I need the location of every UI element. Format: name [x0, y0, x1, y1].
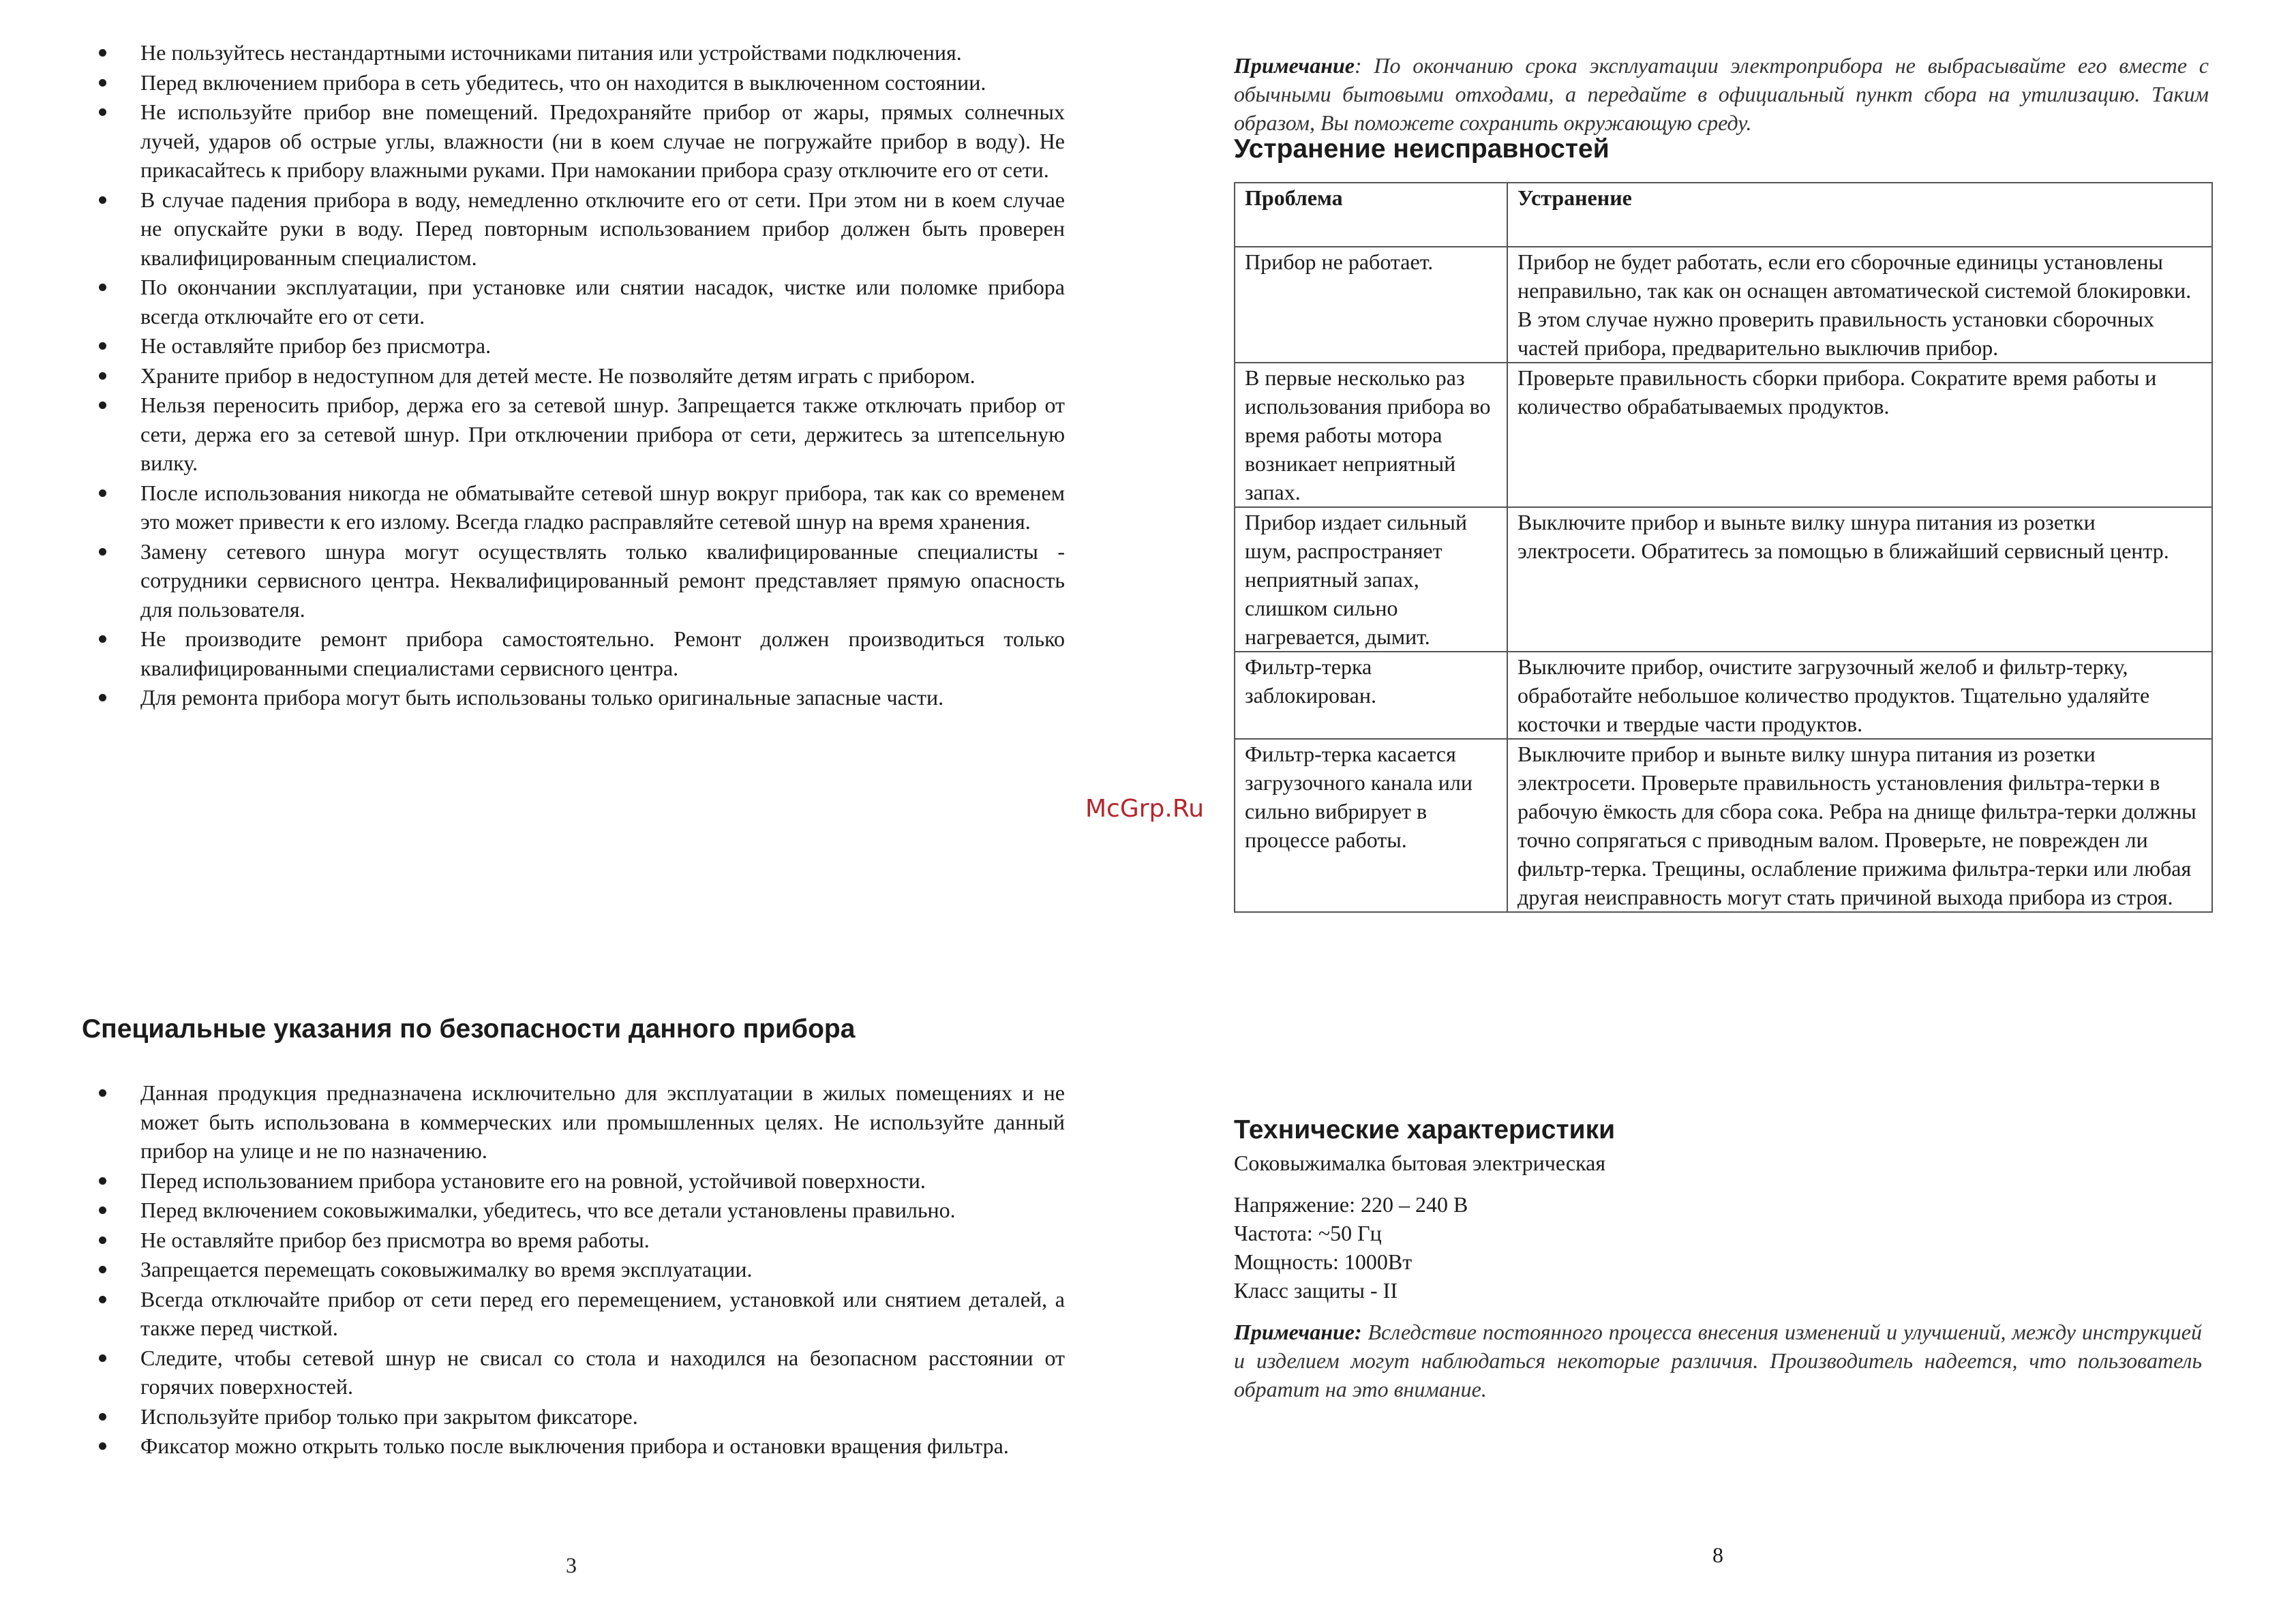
tech-specs-heading: Технические характеристики [1234, 1115, 1616, 1144]
problem-cell: В первые несколько раз использования прибора во время работы мотора возникает неприятный запах. [1235, 363, 1507, 507]
table-row [1235, 507, 2212, 652]
list-item: Следите, чтобы сетевой шнур не свисал со стола и находился на безопасном расстоянии от горячих поверхностей. [83, 1344, 1065, 1401]
troubleshooting-heading: Устранение неисправностей [1234, 134, 1610, 164]
spec-protection-class: Класс защиты - II [1234, 1278, 1398, 1303]
list-item: Не используйте прибор вне помещений. Предохраняйте прибор от жары, прямых солнечных лучей, ударов об острые углы, влажности (ни в коем случае не погружайте прибор в воду). Не прикасайтесь к прибору влажными руками. При намокании прибора сразу отключите его от сети. [83, 97, 1065, 185]
note-text: : По окончанию срока эксплуатации электроприбора не выбрасывайте его вместе с обычными бытовыми отходами, а передайте в официальный пункт сбора на утилизацию. Таким образом, Вы поможете сохранить окружающую среду. [1234, 53, 2209, 135]
list-item: Запрещается перемещать соковыжималку во время эксплуатации. [83, 1255, 1065, 1284]
table-row [1235, 739, 2212, 912]
spec-frequency: Частота: ~50 Гц [1234, 1221, 1382, 1245]
list-item: Не пользуйтесь нестандартными источниками питания или устройствами подключения. [83, 38, 1065, 67]
solution-cell: Проверьте правильность сборки прибора. Сократите время работы и количество обрабатываемых продуктов. [1507, 363, 2212, 507]
list-item: Перед включением соковыжималки, убедитесь, что все детали установлены правильно. [83, 1196, 1065, 1225]
list-item: Фиксатор можно открыть только после выключения прибора и остановки вращения фильтра. [83, 1431, 1065, 1461]
solution-cell: Выключите прибор и выньте вилку шнура питания из розетки электросети. Проверьте правильность установления фильтра-терки в рабочую ёмкость для сбора сока. Ребра на днище фильтра-терки должны точно сопрягаться с приводным валом. Проверьте, не поврежден ли фильтр-терка. Трещины, ослабление прижима фильтра-терки или любая другая неисправность могут стать причиной выхода прибора из строя. [1507, 739, 2212, 912]
table-row [1235, 652, 2212, 739]
list-item: После использования никогда не обматывайте сетевой шнур вокруг прибора, так как со временем это может привести к его излому. Всегда гладко расправляйте сетевой шнур на время хранения. [83, 479, 1065, 536]
list-item: Перед включением прибора в сеть убедитесь, что он находится в выключенном состоянии. [83, 68, 1065, 97]
spec-voltage: Напряжение: 220 – 240 В [1234, 1192, 1468, 1217]
tech-specs-subtitle: Соковыжималка бытовая электрическая [1234, 1151, 1606, 1175]
list-item: Данная продукция предназначена исключительно для эксплуатации в жилых помещениях и не может быть использована в коммерческих или промышленных целях. Не используйте данный прибор на улице и не по назначению. [83, 1078, 1065, 1166]
problem-cell: Прибор издает сильный шум, распространяет неприятный запах, слишком сильно нагревается, дымит. [1235, 507, 1507, 652]
solution-cell: Выключите прибор, очистите загрузочный желоб и фильтр-терку, обработайте небольшое количество продуктов. Тщательно удаляйте косточки и твердые части продуктов. [1507, 652, 2212, 739]
safety-list [83, 38, 1065, 713]
troubleshooting-table [1234, 182, 2213, 913]
page-left [0, 0, 1132, 1623]
list-item: По окончании эксплуатации, при установке или снятии насадок, чистке или поломке прибора всегда отключайте его от сети. [83, 273, 1065, 331]
spec-power: Мощность: 1000Вт [1234, 1249, 1413, 1274]
changes-note [1234, 1318, 2202, 1404]
list-item: Используйте прибор только при закрытом фиксаторе. [83, 1402, 1065, 1431]
list-item: Не оставляйте прибор без присмотра. [83, 331, 1065, 361]
watermark-link[interactable]: McGrp.Ru [1085, 795, 1205, 823]
note-label: Примечание [1234, 53, 1355, 78]
solution-cell: Прибор не будет работать, если его сборочные единицы установлены неправильно, так как он оснащен автоматической системой блокировки. В этом случае нужно проверить правильность установки сборочных частей прибора, предварительно выключив прибор. [1507, 247, 2212, 363]
column-header-problem: Проблема [1235, 183, 1507, 247]
problem-cell: Фильтр-терка касается загрузочного канала или сильно вибрирует в процессе работы. [1235, 739, 1507, 912]
problem-cell: Фильтр-терка заблокирован. [1235, 652, 1507, 739]
list-item: Не оставляйте прибор без присмотра во время работы. [83, 1226, 1065, 1255]
list-item: Всегда отключайте прибор от сети перед его перемещением, установкой или снятием деталей, а также перед чисткой. [83, 1285, 1065, 1343]
table-header-row [1235, 183, 2212, 247]
note-text: Вследствие постоянного процесса внесения изменений и улучшений, между инструкцией и изделием могут наблюдаться некоторые различия. Производитель надеется, что пользователь обратит на это внимание. [1234, 1320, 2202, 1401]
tech-specs-list [1234, 1190, 1468, 1305]
list-item: Храните прибор в недоступном для детей месте. Не позволяйте детям играть с прибором. [83, 361, 1065, 391]
special-safety-heading: Специальные указания по безопасности данного прибора [82, 1014, 856, 1044]
solution-cell: Выключите прибор и выньте вилку шнура питания из розетки электросети. Обратитесь за помощью в ближайший сервисный центр. [1507, 507, 2212, 652]
special-safety-list [83, 1078, 1065, 1461]
disposal-note [1234, 51, 2209, 137]
note-label: Примечание: [1234, 1320, 1362, 1344]
page-number: 3 [566, 1553, 577, 1577]
column-header-solution: Устранение [1507, 183, 2212, 247]
list-item: Нельзя переносить прибор, держа его за сетевой шнур. Запрещается также отключать прибор от сети, держа его за сетевой шнур. При отключении прибора от сети, держитесь за штепсельную вилку. [83, 391, 1065, 478]
table-row [1235, 247, 2212, 363]
list-item: Замену сетевого шнура могут осуществлять только квалифицированные специалисты - сотрудники сервисного центра. Неквалифицированный ремонт представляет прямую опасность для пользователя. [83, 537, 1065, 624]
list-item: В случае падения прибора в воду, немедленно отключите его от сети. При этом ни в коем случае не опускайте руки в воду. Перед повторным использованием прибор должен быть проверен квалифицированным специалистом. [83, 185, 1065, 273]
list-item: Не производите ремонт прибора самостоятельно. Ремонт должен производиться только квалифицированными специалистами сервисного центра. [83, 624, 1065, 682]
page-number: 8 [1712, 1543, 1723, 1567]
list-item: Для ремонта прибора могут быть использованы только оригинальные запасные части. [83, 683, 1065, 712]
problem-cell: Прибор не работает. [1235, 247, 1507, 363]
list-item: Перед использованием прибора установите его на ровной, устойчивой поверхности. [83, 1166, 1065, 1196]
table-row [1235, 363, 2212, 507]
